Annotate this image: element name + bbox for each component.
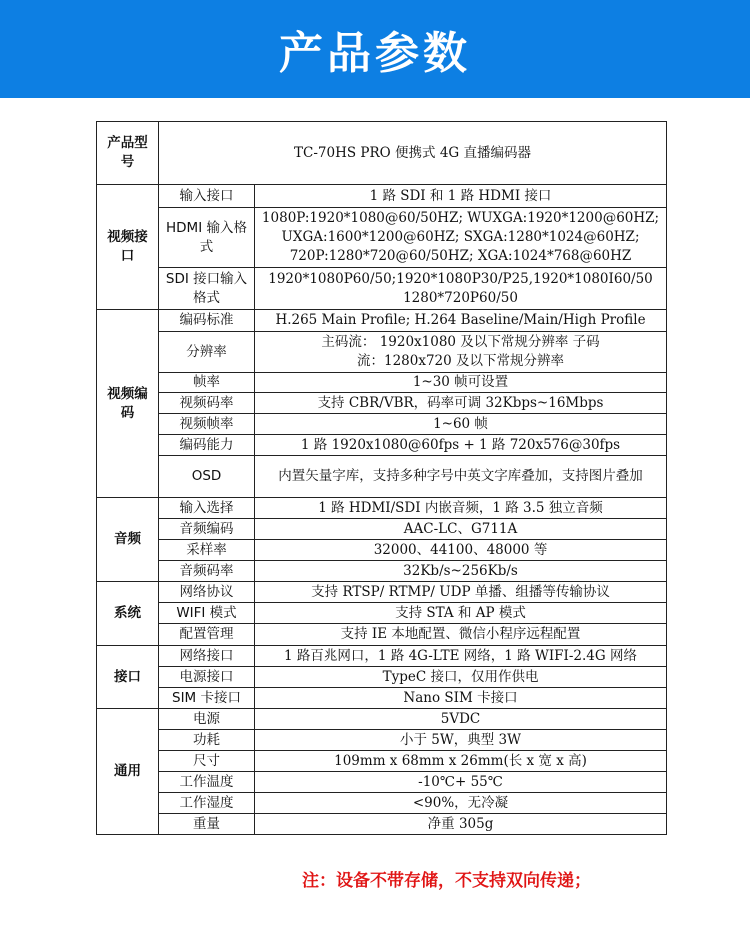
param-name: 功耗 [159,730,255,751]
param-value: 1920*1080P60/50;1920*1080P30/P25,1920*1080I60/50 1280*720P60/50 [255,268,667,310]
param-name: 电源 [159,709,255,730]
param-value: 净重 305g [255,814,667,835]
param-value: H.265 Main Profile; H.264 Baseline/Main/High Profile [255,310,667,332]
table-row [97,582,667,603]
category-cell: 视频接口 [97,185,159,310]
param-value: 小于 5W，典型 3W [255,730,667,751]
param-value: 1 路百兆网口，1 路 4G-LTE 网络，1 路 WIFI-2.4G 网络 [255,646,667,667]
model-value: TC-70HS PRO 便携式 4G 直播编码器 [159,122,667,185]
param-name: SIM 卡接口 [159,688,255,709]
param-name: WIFI 模式 [159,603,255,624]
table-row [97,414,667,435]
table-row [97,624,667,646]
param-value: -10℃+ 55℃ [255,772,667,793]
param-value: 支持 CBR/VBR，码率可调 32Kbps~16Mbps [255,393,667,414]
table-row [97,456,667,498]
param-name: 采样率 [159,540,255,561]
param-value: 5VDC [255,709,667,730]
param-name: 视频帧率 [159,414,255,435]
model-row [97,122,667,185]
table-row [97,561,667,582]
table-row [97,603,667,624]
param-value: <90%，无冷凝 [255,793,667,814]
model-label: 产品型号 [97,122,159,185]
table-row [97,310,667,332]
page-title: 产品参数 [279,28,471,79]
table-row [97,519,667,540]
param-name: 编码能力 [159,435,255,456]
param-value: TypeC 接口，仅用作供电 [255,667,667,688]
param-name: 音频编码 [159,519,255,540]
table-row [97,498,667,519]
param-value: 1 路 1920x1080@60fps + 1 路 720x576@30fps [255,435,667,456]
param-value: 内置矢量字库，支持多种字号中英文字库叠加，支持图片叠加 [255,456,667,498]
table-row [97,393,667,414]
param-name: 音频码率 [159,561,255,582]
table-row [97,646,667,667]
param-value: 109mm x 68mm x 26mm(长 x 宽 x 高) [255,751,667,772]
param-name: OSD [159,456,255,498]
table-row [97,540,667,561]
table-row [97,185,667,208]
category-cell: 通用 [97,709,159,835]
table-row [97,772,667,793]
storage-note: 注：设备不带存储，不支持双向传递； [302,871,591,891]
param-name: 电源接口 [159,667,255,688]
param-value: 支持 RTSP/ RTMP/ UDP 单播、组播等传输协议 [255,582,667,603]
param-name: 编码标准 [159,310,255,332]
table-row [97,709,667,730]
param-name: 网络接口 [159,646,255,667]
table-row [97,667,667,688]
param-name: 分辨率 [159,332,255,373]
param-value: 1~30 帧可设置 [255,373,667,393]
table-row [97,730,667,751]
param-value: 1~60 帧 [255,414,667,435]
table-row [97,751,667,772]
category-cell: 视频编码 [97,310,159,498]
param-value: 1 路 SDI 和 1 路 HDMI 接口 [255,185,667,208]
param-value: AAC-LC、G711A [255,519,667,540]
param-name: SDI 接口输入格式 [159,268,255,310]
param-value: 32Kb/s~256Kb/s [255,561,667,582]
param-name: 配置管理 [159,624,255,646]
table-row [97,435,667,456]
table-row [97,268,667,310]
table-row [97,688,667,709]
param-name: 重量 [159,814,255,835]
param-name: 帧率 [159,373,255,393]
category-cell: 音频 [97,498,159,582]
spec-table [96,121,667,835]
param-name: 网络协议 [159,582,255,603]
table-row [97,793,667,814]
param-name: 输入接口 [159,185,255,208]
param-value: 1 路 HDMI/SDI 内嵌音频，1 路 3.5 独立音频 [255,498,667,519]
table-row [97,814,667,835]
param-value: 32000、44100、48000 等 [255,540,667,561]
param-value: 支持 IE 本地配置、微信小程序远程配置 [255,624,667,646]
param-name: 工作湿度 [159,793,255,814]
param-name: HDMI 输入格式 [159,208,255,268]
table-row [97,373,667,393]
param-name: 输入选择 [159,498,255,519]
param-name: 工作温度 [159,772,255,793]
param-name: 视频码率 [159,393,255,414]
title-banner [0,0,750,98]
param-value: 支持 STA 和 AP 模式 [255,603,667,624]
category-cell: 接口 [97,646,159,709]
table-row [97,332,667,373]
param-value: 1080P:1920*1080@60/50HZ; WUXGA:1920*1200@60HZ; UXGA:1600*1200@60HZ; SXGA:1280*1024@60HZ; 720P:1280*720@60/50HZ; XGA:1024*768@60HZ [255,208,667,268]
param-value: 主码流： 1920x1080 及以下常规分辨率 子码流：1280x720 及以下常规分辨率 [255,332,667,373]
param-name: 尺寸 [159,751,255,772]
param-value: Nano SIM 卡接口 [255,688,667,709]
table-row [97,208,667,268]
category-cell: 系统 [97,582,159,646]
